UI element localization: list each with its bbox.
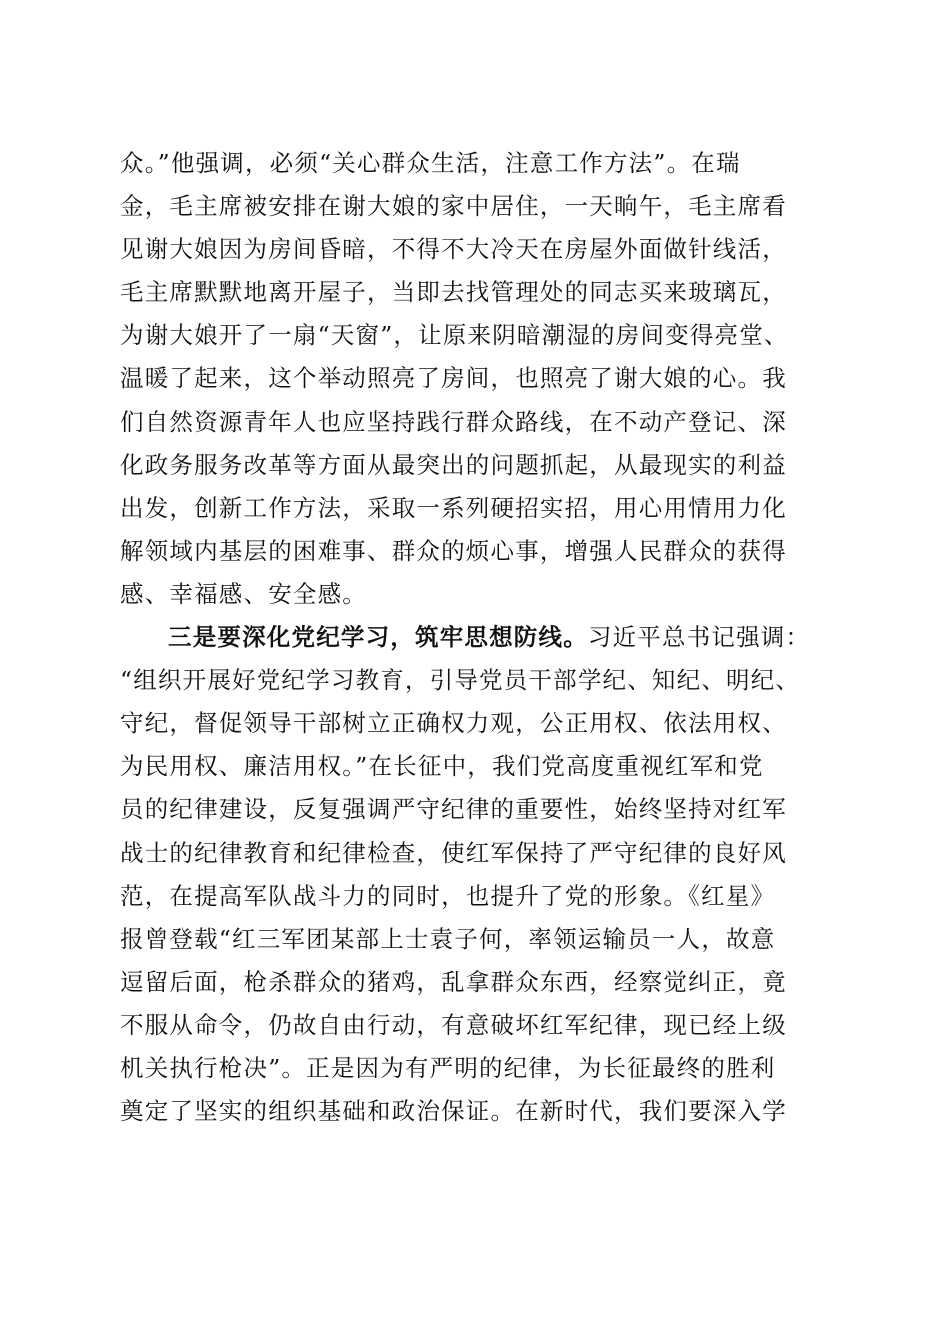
text-line: 范，在提高军队战斗力的同时，也提升了党的形象。《红星》	[120, 881, 776, 910]
text-line: 报曾登载“红三军团某部上士袁子何，率领运输员一人，故意	[120, 924, 776, 953]
text-line: 守纪，督促领导干部树立正确权力观，公正用权、依法用权、	[120, 709, 787, 738]
text-line: 感、幸福感、安全感。	[120, 579, 367, 608]
text-line: 员的纪律建设，反复强调严守纪律的重要性，始终坚持对红军	[120, 795, 787, 824]
body-text	[120, 142, 840, 1133]
text-line: 出发，创新工作方法，采取一系列硬招实招，用心用情用力化	[120, 493, 787, 522]
text-line: 金，毛主席被安排在谢大娘的家中居住，一天晌午，毛主席看	[120, 192, 787, 221]
paragraph-3-heading: 三是要深化党纪学习，筑牢思想防线。	[168, 623, 588, 652]
text-line: “组织开展好党纪学习教育，引导党员干部学纪、知纪、明纪、	[120, 666, 801, 695]
text-line: 众。”他强调，必须“关心群众生活，注意工作方法”。在瑞	[120, 149, 741, 177]
paragraph-3-first-line	[120, 616, 840, 659]
text-line: 化政务服务改革等方面从最突出的问题抓起，从最现实的利益	[120, 450, 787, 479]
text-line: 为民用权、廉洁用权。”在长征中，我们党高度重视红军和党	[120, 752, 764, 781]
text-line: 为谢大娘开了一扇“天窗”，让原来阴暗潮湿的房间变得亮堂、	[120, 321, 789, 350]
text-line: 温暖了起来，这个举动照亮了房间，也照亮了谢大娘的心。我	[120, 364, 787, 393]
text-line: 解领域内基层的困难事、群众的烦心事，增强人民群众的获得	[120, 536, 787, 565]
text-line: 战士的纪律教育和纪律检查，使红军保持了严守纪律的良好风	[120, 838, 787, 867]
text-line: 毛主席默默地离开屋子，当即去找管理处的同志买来玻璃瓦，	[120, 278, 787, 307]
text-line: 逗留后面，枪杀群众的猪鸡，乱拿群众东西，经察觉纠正，竟	[120, 967, 787, 996]
text-line: 机关执行枪决”。正是因为有严明的纪律，为长征最终的胜利	[120, 1053, 776, 1082]
text-line: 见谢大娘因为房间昏暗，不得不大冷天在房屋外面做针线活，	[120, 235, 787, 264]
paragraph-3-lead: 习近平总书记强调：	[587, 623, 811, 652]
text-line: 不服从命令，仍故自由行动，有意破坏红军纪律，现已经上级	[120, 1010, 787, 1039]
text-line: 们自然资源青年人也应坚持践行群众路线，在不动产登记、深	[120, 407, 787, 436]
text-line: 奠定了坚实的组织基础和政治保证。在新时代，我们要深入学	[120, 1097, 787, 1126]
